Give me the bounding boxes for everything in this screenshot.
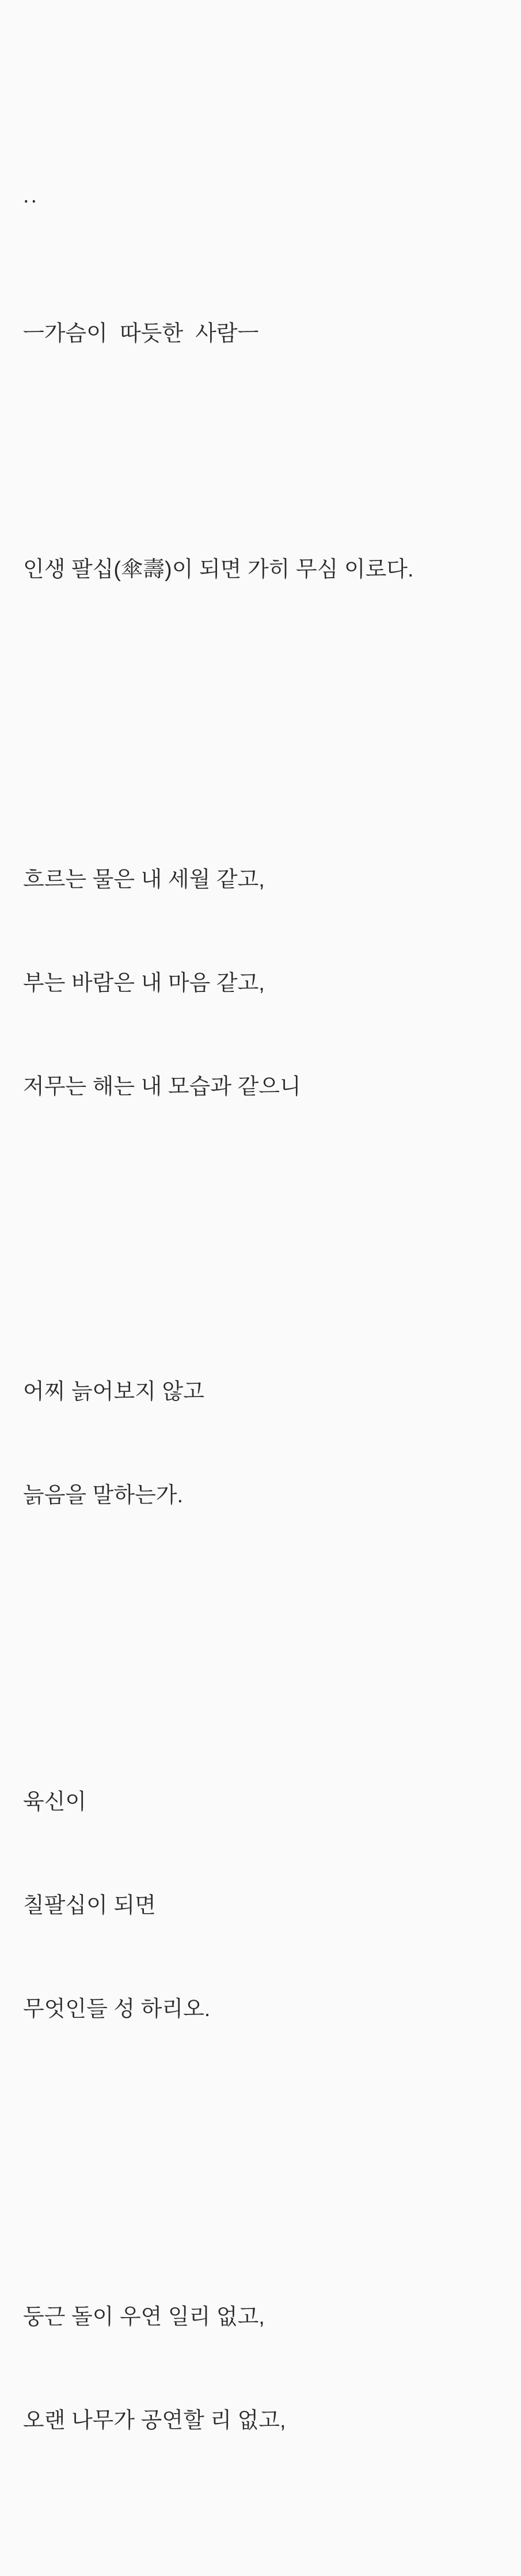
poem-line: 칠팔십이 되면 xyxy=(23,1894,156,1918)
poem-line: 오랜 나무가 공연할 리 없고, xyxy=(23,2409,286,2433)
poem-line: 흐르는 물은 내 세월 같고, xyxy=(23,868,265,892)
poem-line: 육신이 xyxy=(23,1790,87,1814)
poem-line: 인생 팔십(傘壽)이 되면 가히 무심 이로다. xyxy=(23,558,414,582)
poem-line: 저무는 해는 내 모습과 같으니 xyxy=(23,1075,301,1099)
poem-line: 어찌 늙어보지 않고 xyxy=(23,1380,204,1404)
poem-line: 부는 바람은 내 마음 같고, xyxy=(23,971,265,995)
stanza-1 xyxy=(23,483,504,656)
stanza-3 xyxy=(23,1306,504,1582)
poem-line: 늙음을 말하는가. xyxy=(23,1483,184,1508)
poem-line: 둥근 돌이 우연 일리 없고, xyxy=(23,2305,265,2329)
stanza-5 xyxy=(23,2231,504,2507)
leading-dots: .. xyxy=(23,184,39,208)
poem-title: ㅡ가슴이 따듯한 사람ㅡ xyxy=(23,322,259,346)
stanza-2 xyxy=(23,793,504,1173)
poem-line: 무엇인들 성 하리오. xyxy=(23,1997,211,2021)
stanza-4 xyxy=(23,1716,504,2096)
